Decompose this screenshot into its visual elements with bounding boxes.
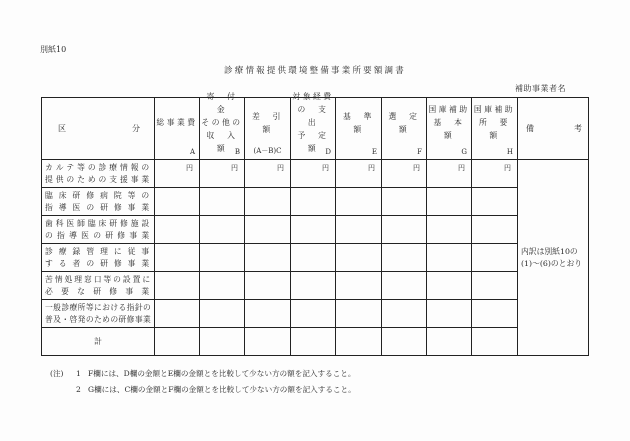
row-label-line: 苦情処理窓口等の設置に xyxy=(45,274,151,284)
table-row xyxy=(42,272,589,300)
row-label xyxy=(42,216,155,244)
header-text: の 支 出 xyxy=(297,105,339,127)
cell-national-required[interactable] xyxy=(472,216,518,244)
cell-difference[interactable] xyxy=(245,300,291,328)
cell-target-cost[interactable] xyxy=(291,300,336,328)
cell-total-cost[interactable] xyxy=(155,160,200,188)
yen-unit: 円 xyxy=(413,164,420,172)
header-text: 国庫補助 xyxy=(428,105,470,114)
cell-selected[interactable] xyxy=(382,328,427,356)
row-label-line: 提供のための支援事業 xyxy=(45,174,151,184)
cell-difference[interactable] xyxy=(245,188,291,216)
header-text: 所 要 額 xyxy=(479,118,521,140)
cell-target-cost[interactable] xyxy=(291,328,336,356)
note-text: F欄には、D欄の金額とE欄の金額とを比較して少ない方の額を記入すること。 xyxy=(88,369,356,378)
cell-target-cost[interactable] xyxy=(291,216,336,244)
cell-standard[interactable] xyxy=(336,300,382,328)
header-national-base xyxy=(427,98,475,160)
column-letter: B xyxy=(234,148,240,156)
column-letter: D xyxy=(325,148,331,156)
cell-difference[interactable] xyxy=(245,216,291,244)
cell-selected[interactable] xyxy=(382,188,427,216)
cell-total-cost[interactable] xyxy=(155,216,200,244)
cell-selected[interactable] xyxy=(382,216,427,244)
row-label-line: 指導医の研修事業 xyxy=(45,202,151,212)
header-text: 国庫補助 xyxy=(473,105,516,114)
cell-difference[interactable] xyxy=(245,328,291,356)
row-label xyxy=(42,188,155,216)
total-label: 計 xyxy=(42,328,155,356)
yen-unit: 円 xyxy=(368,164,375,172)
cell-national-required[interactable] xyxy=(472,300,518,328)
cell-donations[interactable] xyxy=(200,160,245,188)
yen-unit: 円 xyxy=(231,164,238,172)
row-label xyxy=(42,300,155,328)
cell-national-required[interactable] xyxy=(472,328,518,356)
cell-standard[interactable] xyxy=(336,216,382,244)
header-remarks xyxy=(518,98,589,160)
cell-national-base[interactable] xyxy=(427,216,472,244)
cell-national-required[interactable] xyxy=(472,160,518,188)
header-category-left: 区 xyxy=(58,124,66,133)
header-text: その他の xyxy=(201,118,243,127)
header-text: 差 引 額 xyxy=(252,111,294,134)
row-label-line: 歯科医師臨床研修施設 xyxy=(45,218,151,228)
note-indent xyxy=(50,382,76,398)
column-letter: A xyxy=(189,148,195,156)
row-label-line: 一般診療所等における指針の xyxy=(45,302,151,312)
cell-standard[interactable] xyxy=(336,328,382,356)
cell-total-cost[interactable] xyxy=(155,244,200,272)
column-letter: F xyxy=(417,148,422,156)
note-item xyxy=(50,382,356,398)
column-letter: E xyxy=(371,148,377,156)
cell-national-base[interactable] xyxy=(427,328,472,356)
header-category xyxy=(42,98,155,160)
header-donations xyxy=(200,92,248,160)
cell-target-cost[interactable] xyxy=(291,188,336,216)
header-national-required xyxy=(472,98,521,160)
row-label-line: する者の研修事業 xyxy=(45,258,151,268)
applicant-name-label: 補助事業者名 xyxy=(515,84,566,93)
cell-difference[interactable] xyxy=(245,244,291,272)
header-row xyxy=(42,98,589,160)
row-label-line: の指導医の研修事業 xyxy=(45,230,151,240)
yen-unit: 円 xyxy=(322,164,329,172)
yen-unit: 円 xyxy=(458,164,465,172)
header-total-cost xyxy=(155,98,200,160)
cell-standard[interactable] xyxy=(336,188,382,216)
header-text: 基 本 額 xyxy=(433,118,475,140)
cell-standard[interactable] xyxy=(336,244,382,272)
header-category-right: 分 xyxy=(132,124,140,133)
document-title: 診療情報提供環境整備事業所要額調書 xyxy=(224,66,406,76)
cell-target-cost[interactable] xyxy=(291,272,336,300)
note-number: 1 xyxy=(76,369,81,378)
header-text: 選 定 額 xyxy=(388,111,430,134)
cell-total-cost[interactable] xyxy=(155,272,200,300)
header-text: 収 入 額 xyxy=(206,131,248,153)
budget-table xyxy=(41,92,589,356)
row-label-line: 必要な研修事業 xyxy=(45,286,151,296)
cell-target-cost[interactable] xyxy=(291,244,336,272)
yen-unit: 円 xyxy=(186,164,193,172)
cell-total-cost[interactable] xyxy=(155,300,200,328)
row-label-line: カルテ等の診療情報の xyxy=(45,162,151,172)
header-text: 寄 付 金 xyxy=(206,92,248,114)
cell-national-required[interactable] xyxy=(472,272,518,300)
table-row xyxy=(42,300,589,328)
cell-total-cost[interactable] xyxy=(155,328,200,356)
cell-national-base[interactable] xyxy=(427,188,472,216)
header-standard xyxy=(336,98,385,160)
header-selected xyxy=(382,98,430,160)
row-label xyxy=(42,160,155,188)
cell-donations[interactable] xyxy=(200,188,245,216)
header-target-cost xyxy=(291,92,339,160)
note-prefix: (注) xyxy=(50,369,64,378)
header-text: 対象経費 xyxy=(292,92,334,101)
cell-selected[interactable] xyxy=(382,244,427,272)
header-difference xyxy=(245,98,294,160)
remarks-cell: 内訳は別紙10の(1)～(6)のとおり xyxy=(518,160,589,356)
note-text: G欄には、C欄の金額とF欄の金額とを比較して少ない方の額を記入すること。 xyxy=(88,385,356,394)
attachment-label: 別紙10 xyxy=(40,45,67,54)
note-item xyxy=(50,366,356,382)
cell-donations[interactable] xyxy=(200,328,245,356)
column-letter: G xyxy=(461,148,467,156)
cell-national-required[interactable] xyxy=(472,244,518,272)
header-text: 予 定 額 xyxy=(297,131,339,153)
notes xyxy=(50,366,356,398)
table-row xyxy=(42,216,589,244)
cell-donations[interactable] xyxy=(200,216,245,244)
row-label-line: 診療録管理に従事 xyxy=(45,246,151,256)
header-text: 基 準 額 xyxy=(343,111,385,134)
table-row xyxy=(42,160,589,188)
cell-national-base[interactable] xyxy=(427,272,472,300)
cell-selected[interactable] xyxy=(382,272,427,300)
cell-difference[interactable] xyxy=(245,272,291,300)
cell-national-base[interactable] xyxy=(427,300,472,328)
table-row xyxy=(42,188,589,216)
column-letter: H xyxy=(506,148,513,156)
row-label xyxy=(42,272,155,300)
cell-standard[interactable] xyxy=(336,272,382,300)
column-letter: (A－B)C xyxy=(253,147,282,155)
table-row xyxy=(42,244,589,272)
cell-donations[interactable] xyxy=(200,300,245,328)
header-remarks-right: 考 xyxy=(574,124,582,133)
header-text: 総事業費 xyxy=(156,118,198,127)
cell-total-cost[interactable] xyxy=(155,188,200,216)
cell-donations[interactable] xyxy=(200,244,245,272)
yen-unit: 円 xyxy=(504,164,511,172)
cell-target-cost[interactable] xyxy=(291,160,336,188)
cell-selected[interactable] xyxy=(382,160,427,188)
cell-national-base[interactable] xyxy=(427,160,472,188)
total-row xyxy=(42,328,589,356)
row-label xyxy=(42,244,155,272)
cell-national-base[interactable] xyxy=(427,244,472,272)
cell-national-required[interactable] xyxy=(472,188,518,216)
note-number: 2 xyxy=(76,385,81,394)
cell-donations[interactable] xyxy=(200,272,245,300)
header-remarks-left: 備 xyxy=(526,124,534,133)
row-label-line: 臨床研修病院等の xyxy=(45,190,151,200)
cell-difference[interactable] xyxy=(245,160,291,188)
yen-unit: 円 xyxy=(277,164,284,172)
row-label-line: 普及・啓発のための研修事業 xyxy=(45,314,151,324)
cell-selected[interactable] xyxy=(382,300,427,328)
cell-standard[interactable] xyxy=(336,160,382,188)
